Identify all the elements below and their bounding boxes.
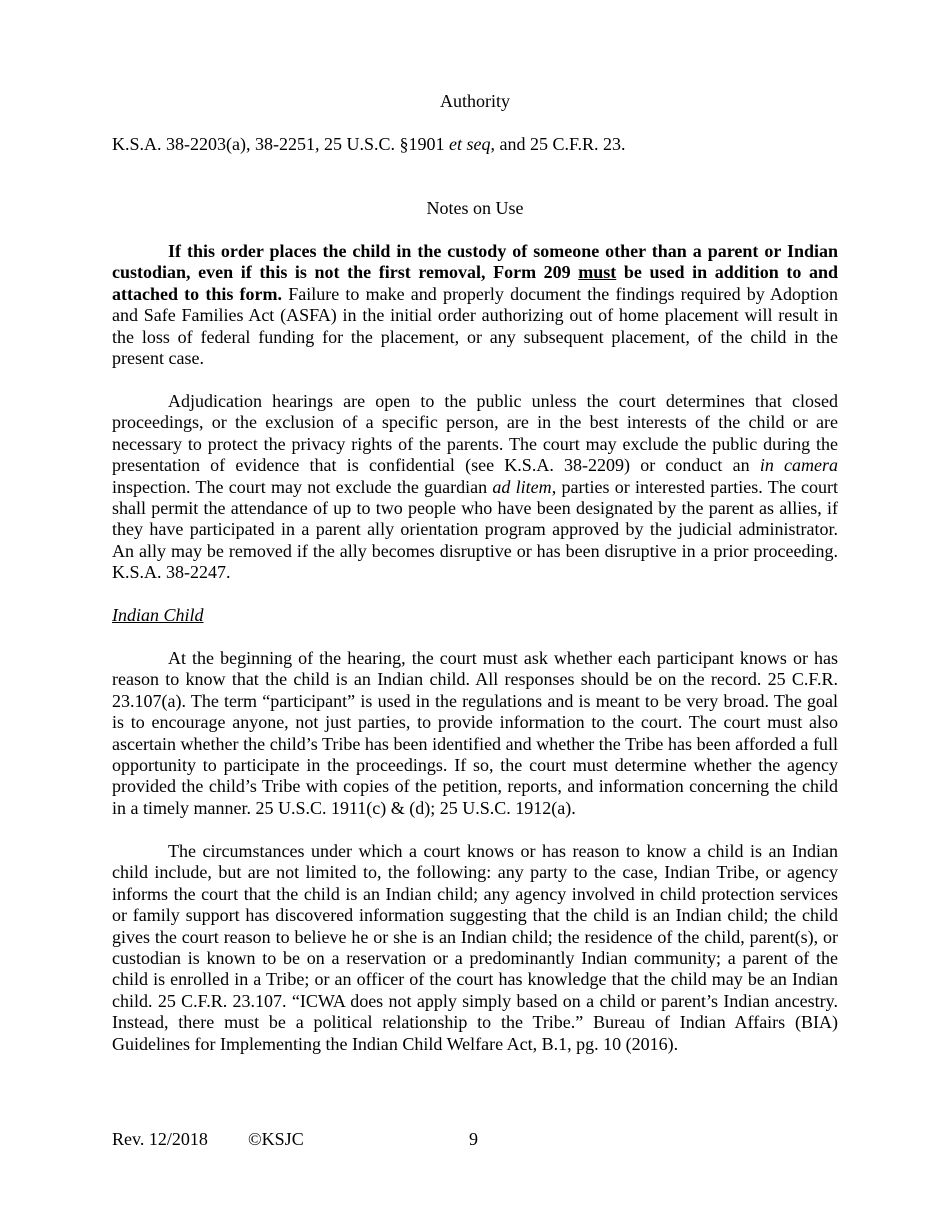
notes-p2-em-2: ad litem [492, 476, 552, 497]
notes-on-use-heading: Notes on Use [426, 198, 524, 218]
notes-paragraph-2 [112, 391, 838, 584]
footer-revision: Rev. 12/2018 [112, 1129, 208, 1149]
authority-citation-part-a: K.S.A. 38-2203(a), 38-2251, 25 U.S.C. §1901 [112, 134, 449, 154]
notes-p2-b: inspection. The court may not exclude the guardian [112, 476, 493, 497]
authority-citation-part-b: , and 25 C.F.R. 23. [490, 134, 626, 154]
notes-p2-em-1: in camera [759, 455, 839, 476]
notes-paragraph-1 [112, 241, 838, 369]
indian-child-paragraph-1: At the beginning of the hearing, the court must ask whether each participant knows or has reason to know that the child is an Indian child. All responses should be on the record. 25 C.F.R. 23.107(a). The term “participant” is used in the regulations and is meant to be very broad. The goal is to encourage anyone, not just parties, to provide information to the court. The court must also ascertain whether the child’s Tribe has been identified and whether the Tribe has been afforded a full opportunity to participate in the proceedings. If so, the court must determine whether the agency provided the child’s Tribe with copies of the petition, reports, and information concerning the child in a timely manner. 25 U.S.C. 1911(c) & (d); 25 U.S.C. 1912(a). [112, 648, 838, 818]
indian-child-heading: Indian Child [112, 605, 204, 625]
notes-p1-bold-underlined: must [578, 262, 617, 283]
authority-citation [112, 134, 838, 155]
footer-copyright: ©KSJC [248, 1129, 304, 1149]
notes-p2-a: Adjudication hearings are open to the public unless the court determines that closed proceedings, or the exclusion of a specific person, are in the best interests of the child or are necessary to protect the privacy rights of the parents. The court may exclude the public during the presentation of evidence that is confidential (see K.S.A. 38-2209) or conduct an [112, 391, 838, 476]
notes-p1-rest: Failure to make and properly document the findings required by Adoption and Safe Families Act (ASFA) in the initial order authorizing out of home placement will result in the loss of federal funding for the placement, or any subsequent placement, of the child in the present case. [112, 283, 838, 369]
notes-p1-bold-b: be used in addition to and attached to this form. [112, 262, 838, 304]
indian-child-paragraph-2: The circumstances under which a court knows or has reason to know a child is an Indian child include, but are not limited to, the following: any party to the case, Indian Tribe, or agency informs the court that the child is an Indian child; any agency involved in child protection services or family support has discovered information suggesting that the child is an Indian child; the child gives the court reason to believe he or she is an Indian child; the residence of the child, parent(s), or custodian is known to be on a reservation or a predominantly Indian community; a parent of the child is enrolled in a Tribe; or an officer of the court has knowledge that the child may be an Indian child. 25 C.F.R. 23.107. “ICWA does not apply simply based on a child or parent’s Indian ancestry. Instead, there must be a political relationship to the Tribe.” Bureau of Indian Affairs (BIA) Guidelines for Implementing the Indian Child Welfare Act, B.1, pg. 10 (2016). [112, 841, 838, 1054]
authority-heading: Authority [440, 91, 510, 111]
notes-p2-c: , parties or interested parties. The court shall permit the attendance of up to two people who have been designated by the parent as allies, if they have participated in a parent ally orientation program approved by the judicial administrator. An ally may be removed if the ally becomes disruptive or has been disruptive in a prior proceeding. K.S.A. 38-2247. [112, 476, 838, 583]
footer-page-number: 9 [469, 1129, 478, 1149]
authority-citation-em: et seq [449, 134, 491, 154]
notes-p1-bold-a: If this order places the child in the custody of someone other than a parent or Indian custodian, even if this is not the first removal, Form 209 [112, 241, 838, 283]
